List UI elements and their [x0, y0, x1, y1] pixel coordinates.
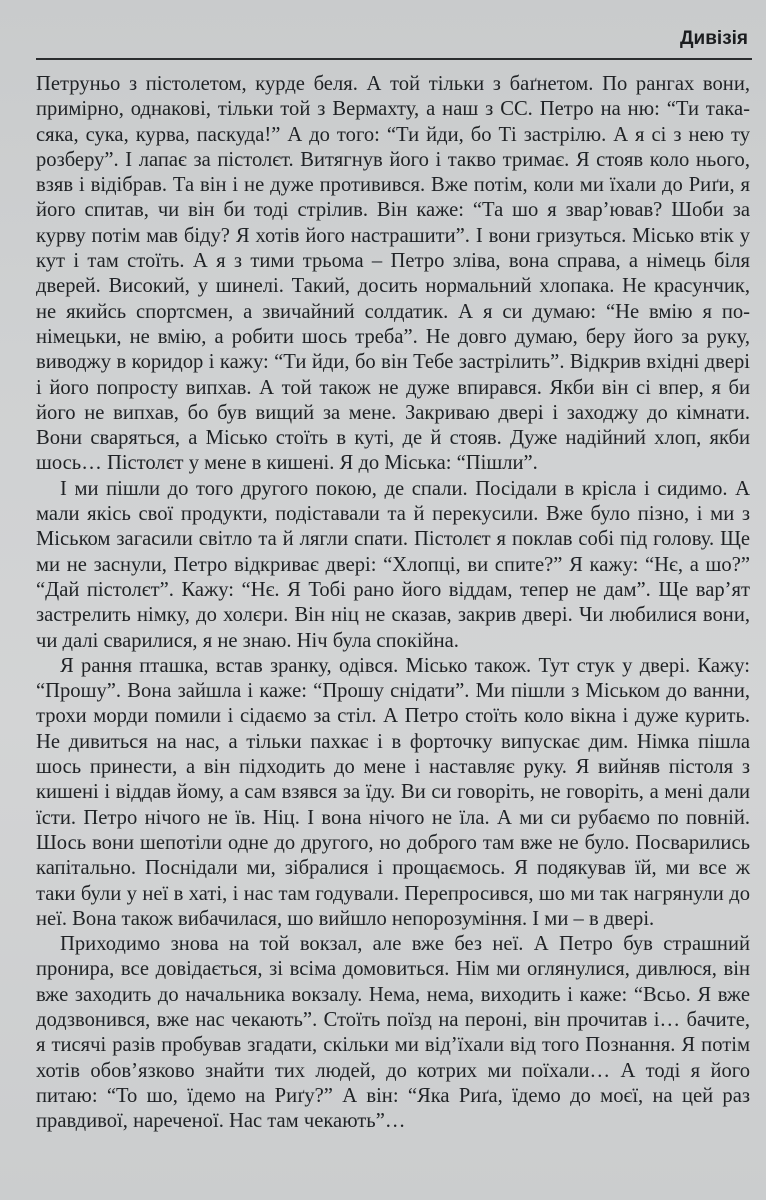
paragraph: Петруньо з пістолетом, курде беля. А той тільки з баґнетом. По рангах вони, примірно, однакові, тільки той з Вермахту, а наш з СС. Петро на ню: “Ти така-сяка, сука, курва, паскуда!” А до того: “Ти йди, бо Ті застрілю. А я сі з нею ту розберу”. І лапає за пістолєт. Витягнув його і такво тримає. Я стояв коло нього, взяв і відібрав. Та він і не дуже противився. Вже потім, коли ми їхали до Риґи, я його спитав, чи він би тоді стрілив. Він каже: “Та шо я звар’ював? Шоби за курву потім мав біду? Я хотів його настрашити”. І вони гризуться. Місько втік у кут і там стоїть. А я з тими трьома – Петро зліва, вона справа, а німець біля дверей. Високий, у шинелі. Такий, досить нормальний хлопака. Не красунчик, не якийсь спортсмен, а звичайний солдатик. А я си думаю: “Не вмію я по-німецьки, не вмію, а робити шось треба”. Не довго думаю, беру його за руку, виводжу в коридор і кажу: “Ти йди, бо він Тебе застрілить”. Відкрив вхідні двері і його попросту випхав. А той також не дуже впирався. Якби він сі впер, я би його не випхав, бо був вищий за мене. Закриваю двері і заходжу до кімнати. Вони сваряться, а Місько стоїть в куті, де й стояв. Дуже надійний хлоп, якби шось… Пістолєт у мене в кишені. Я до Міська: “Пішли”.	[36, 73, 750, 475]
running-header-title: Дивізія	[680, 28, 748, 49]
body-text	[36, 72, 750, 1134]
paragraph: І ми пішли до того другого покою, де спали. Посідали в крісла і сидимо. А мали якісь свої продукти, подіставали та й перекусили. Вже було пізно, і ми з Міськом загасили світло та й лягли спати. Пістолєт я поклав собі під голову. Ще ми не заснули, Петро відкриває двері: “Хлопці, ви спите?” Я кажу: “Нє, а шо?” “Дай пістолєт”. Кажу: “Нє. Я Тобі рано його віддам, тепер не дам”. Ще вар’ят застрелить німку, до холєри. Він ніц не сказав, закрив двері. Чи любилися вони, чи далі сварилися, я не знаю. Ніч була спокійна.	[36, 477, 750, 652]
paragraph: Приходимо знова на той вокзал, але вже без неї. А Петро був страшний пронира, все довідається, зі всіма домовиться. Нім ми оглянулися, дивлюся, він вже заходить до начальника вокзалу. Нема, нема, виходить і каже: “Всьо. Я вже додзвонився, вже нас чекають”. Стоїть поїзд на пероні, він прочитав і… бачите, я тисячі разів пробував згадати, скільки ми від’їхали від того Познання. Я потім хотів обов’язково знайти тих людей, до котрих ми поїхали… А тоді я його питаю: “То шо, їдемо на Риґу?” А він: “Яка Риґа, їдемо до моєї, на цей раз правдивої, нареченої. Нас там чекають”…	[36, 933, 750, 1133]
running-header	[36, 22, 752, 60]
paragraph: Я рання пташка, встав зранку, одівся. Місько також. Тут стук у двері. Кажу: “Прошу”. Вона зайшла і каже: “Прошу снідати”. Ми пішли з Міськом до ванни, трохи морди помили і сідаємо за стіл. А Петро стоїть коло вікна і дуже курить. Не дивиться на нас, а тільки пахкає і в форточку випускає дим. Німка пішла шось принести, а він підходить до мене і наставляє руку. Я вийняв пістоля з кишені і віддав йому, а сам взявся за їду. Ви си говоріть, не говоріть, а мені дали їсти. Петро нічого не їв. Ніц. І вона нічого не їла. А ми си рубаємо по повній. Шось вони шепотіли одне до другого, но доброго там вже не було. Посварились капітально. Поснідали ми, зібралися і прощаємось. Я подякував їй, ми все ж таки були у неї в хаті, і нас там годували. Перепросився, шо ми так нагрянули до неї. Вона також вибачилася, шо вийшло непорозуміння. І ми – в двері.	[36, 654, 750, 930]
